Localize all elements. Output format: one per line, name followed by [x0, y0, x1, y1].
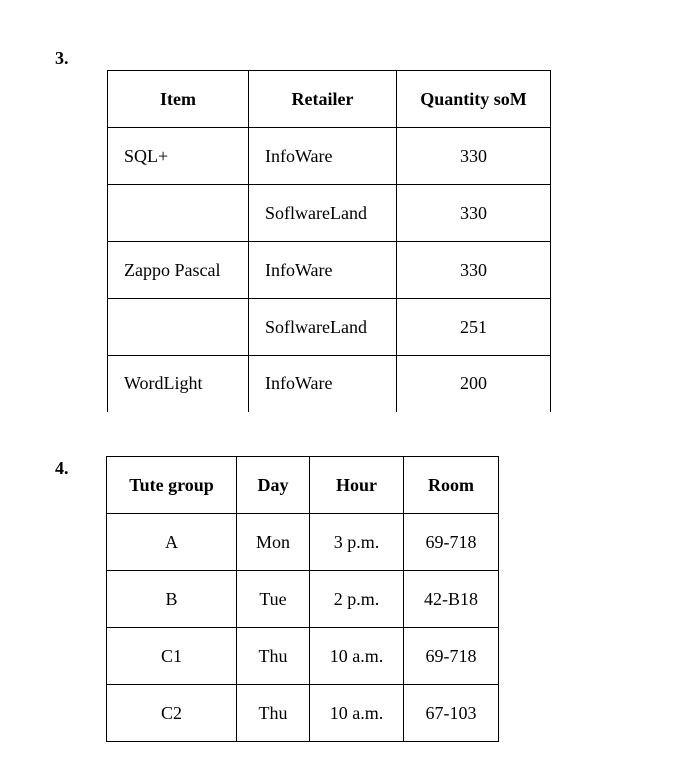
question-number-3: 3.: [55, 48, 69, 68]
cell-hour: 2 p.m.: [310, 571, 404, 628]
cell-hour: 3 p.m.: [310, 514, 404, 571]
table-row: [108, 242, 551, 299]
cell-quantity: 330: [397, 185, 551, 242]
header-item: Item: [108, 71, 249, 128]
cell-item: SQL+: [108, 128, 249, 185]
header-quantity: Quantity soM: [397, 71, 551, 128]
header-tute-group: Tute group: [107, 457, 237, 514]
cell-retailer: InfoWare: [249, 242, 397, 299]
question-number-4: 4.: [55, 458, 69, 478]
table-row: [108, 356, 551, 412]
cell-quantity: 330: [397, 128, 551, 185]
sales-table: [107, 70, 551, 412]
header-hour: Hour: [310, 457, 404, 514]
table-row: [107, 514, 499, 571]
tutorial-table: [106, 456, 499, 742]
cell-quantity: 200: [397, 356, 551, 412]
table-row: [107, 571, 499, 628]
cell-day: Thu: [237, 628, 310, 685]
table-header-row: [108, 71, 551, 128]
cell-room: 42-B18: [404, 571, 499, 628]
cell-group: A: [107, 514, 237, 571]
cell-day: Tue: [237, 571, 310, 628]
table-row: [108, 299, 551, 356]
cell-retailer: SoflwareLand: [249, 185, 397, 242]
cell-group: C2: [107, 685, 237, 742]
cell-item: [108, 299, 249, 356]
cell-group: C1: [107, 628, 237, 685]
table-header-row: [107, 457, 499, 514]
cell-room: 69-718: [404, 514, 499, 571]
cell-room: 67-103: [404, 685, 499, 742]
cell-day: Thu: [237, 685, 310, 742]
cell-item: Zappo Pascal: [108, 242, 249, 299]
header-room: Room: [404, 457, 499, 514]
cell-quantity: 251: [397, 299, 551, 356]
table-row: [107, 685, 499, 742]
cell-group: B: [107, 571, 237, 628]
cell-retailer: SoflwareLand: [249, 299, 397, 356]
cell-quantity: 330: [397, 242, 551, 299]
cell-hour: 10 a.m.: [310, 628, 404, 685]
cell-item: WordLight: [108, 356, 249, 412]
cell-hour: 10 a.m.: [310, 685, 404, 742]
header-retailer: Retailer: [249, 71, 397, 128]
cell-item: [108, 185, 249, 242]
table-row: [108, 185, 551, 242]
cell-room: 69-718: [404, 628, 499, 685]
cell-day: Mon: [237, 514, 310, 571]
table-row: [108, 128, 551, 185]
cell-retailer: InfoWare: [249, 356, 397, 412]
cell-retailer: InfoWare: [249, 128, 397, 185]
header-day: Day: [237, 457, 310, 514]
table-row: [107, 628, 499, 685]
